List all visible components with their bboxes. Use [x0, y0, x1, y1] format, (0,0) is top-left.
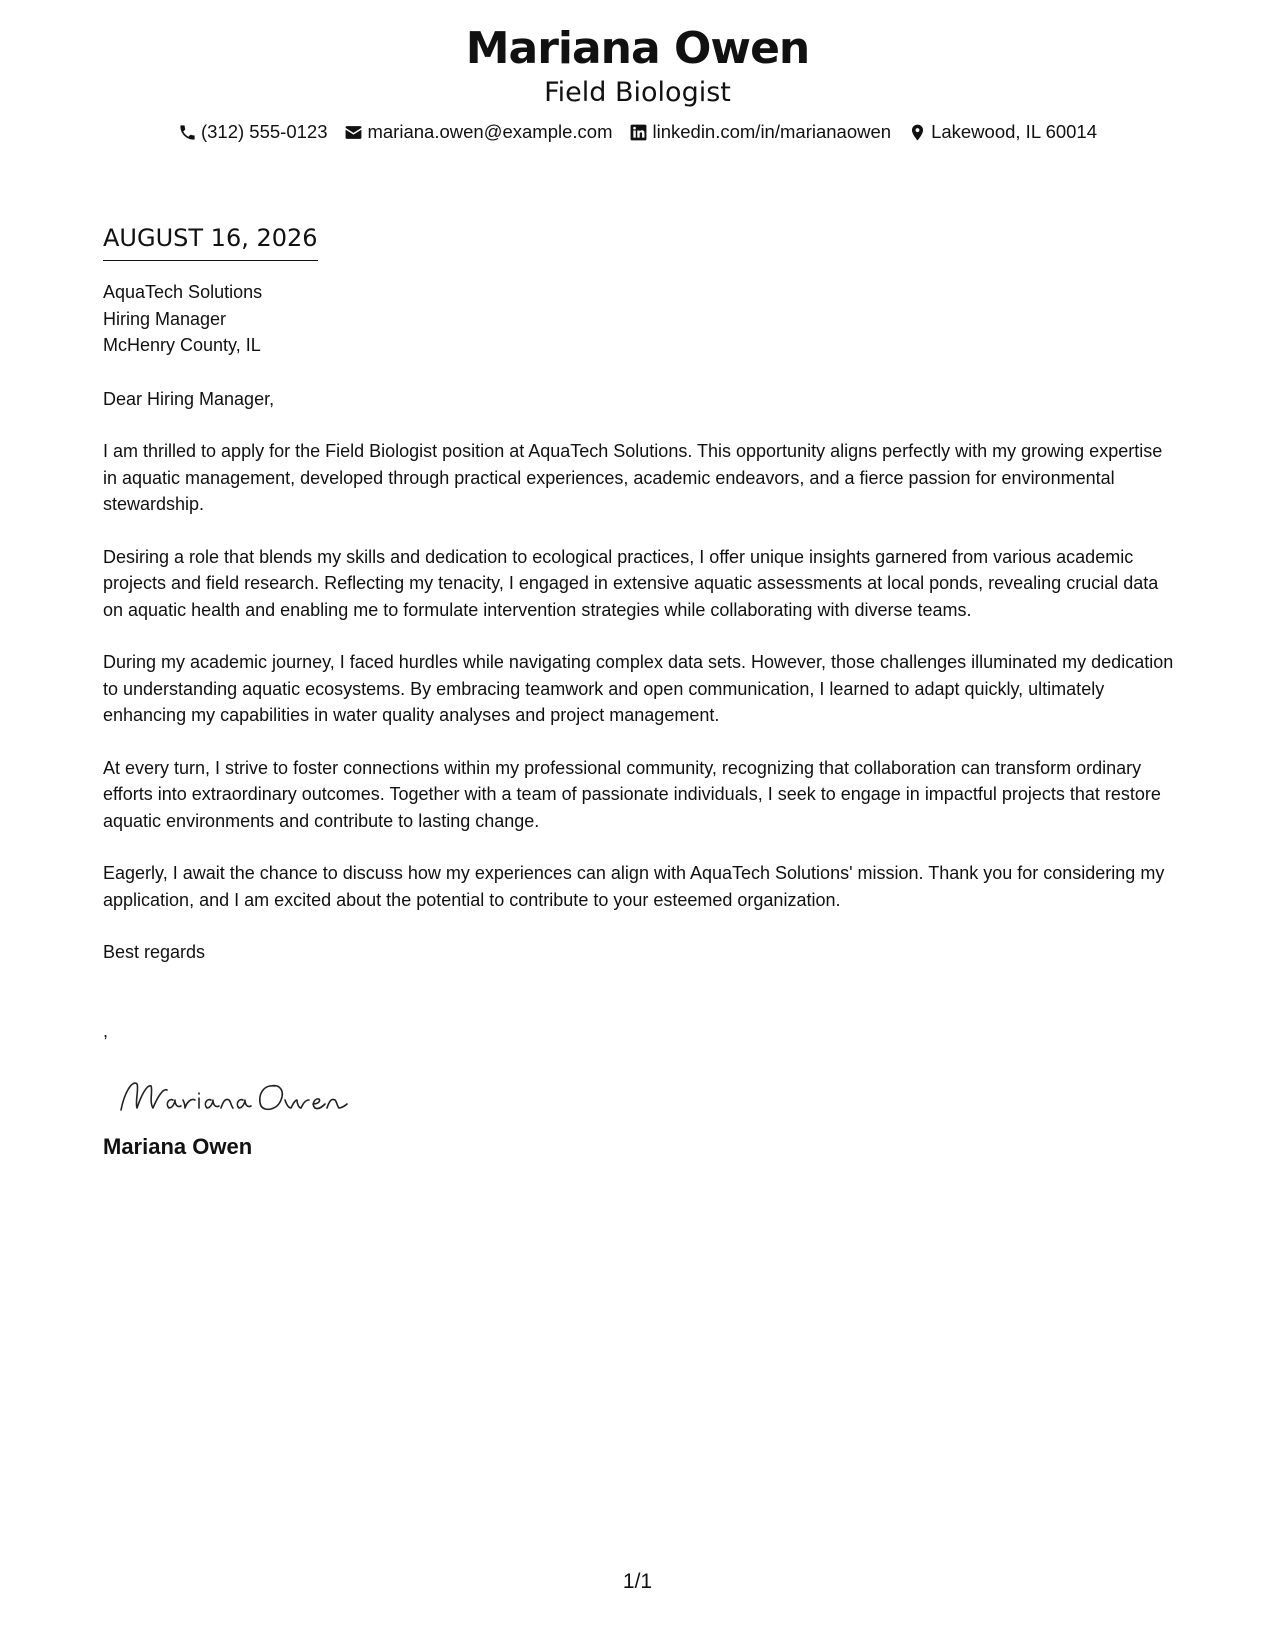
phone-text: (312) 555-0123 [200, 121, 328, 142]
paragraph-intro: I am thrilled to apply for the Field Biologist position at AquaTech Solutions. This opportunity aligns perfectly with my growing expertise in aquatic management, developed through practical experiences, academic endeavors, and a fierce passion for environmental stewardship. [103, 441, 1163, 514]
email-text: mariana.owen@example.com [367, 121, 613, 142]
letter-header [0, 22, 1275, 144]
page-number: 1/1 [622, 1570, 653, 1593]
recipient-block [103, 279, 1178, 359]
map-pin-icon [908, 123, 927, 142]
envelope-icon [344, 123, 363, 142]
handwritten-signature [115, 1070, 355, 1120]
letter-date: AUGUST 16, 2026 [103, 222, 318, 261]
contact-bar [0, 120, 1275, 144]
recipient-title: Hiring Manager [103, 308, 227, 329]
contact-email[interactable] [344, 120, 612, 144]
closing-comma: , [103, 1020, 109, 1041]
closing-phrase: Best regards [103, 942, 206, 962]
signer-name: Mariana Owen [103, 1134, 253, 1159]
linkedin-text: linkedin.com/in/marianaowen [652, 121, 892, 142]
paragraph-closing: Eagerly, I await the chance to discuss how my experiences can align with AquaTech Solutions' mission. Thank you for considering my application, and I am excited about the potential to contribute to your esteemed organization. [103, 863, 1165, 910]
phone-icon [178, 123, 197, 142]
paragraph-collaboration: At every turn, I strive to foster connections within my professional community, recognizing that collaboration can transform ordinary efforts into extraordinary outcomes. Together with a team of passionate individuals, I seek to engage in impactful projects that restore aquatic environments and contribute to lasting change. [103, 757, 1161, 831]
paragraph-challenges: During my academic journey, I faced hurdles while navigating complex data sets. However, those challenges illuminated my dedication to understanding aquatic ecosystems. By embracing teamwork and open communication, I learned to adapt quickly, ultimately enhancing my capabilities in water quality analyses and project management. [103, 652, 1174, 725]
paragraph-skills: Desiring a role that blends my skills and dedication to ecological practices, I offer unique insights garnered from various academic projects and field research. Reflecting my tenacity, I engaged in extensive aquatic assessments at local ponds, revealing crucial data on aquatic health and enabling me to formulate intervention strategies while collaborating with diverse teams. [103, 546, 1159, 620]
applicant-name: Mariana Owen [465, 23, 810, 74]
signature-image [115, 1070, 355, 1120]
contact-linkedin[interactable] [629, 120, 891, 144]
contact-location [908, 120, 1097, 144]
recipient-company: AquaTech Solutions [103, 282, 263, 302]
salutation: Dear Hiring Manager, [103, 388, 275, 409]
recipient-location: McHenry County, IL [103, 335, 261, 355]
contact-phone[interactable] [178, 120, 328, 144]
applicant-role: Field Biologist [544, 77, 731, 108]
linkedin-icon [629, 123, 648, 142]
location-text: Lakewood, IL 60014 [931, 121, 1098, 142]
letter-body [103, 222, 1178, 1162]
